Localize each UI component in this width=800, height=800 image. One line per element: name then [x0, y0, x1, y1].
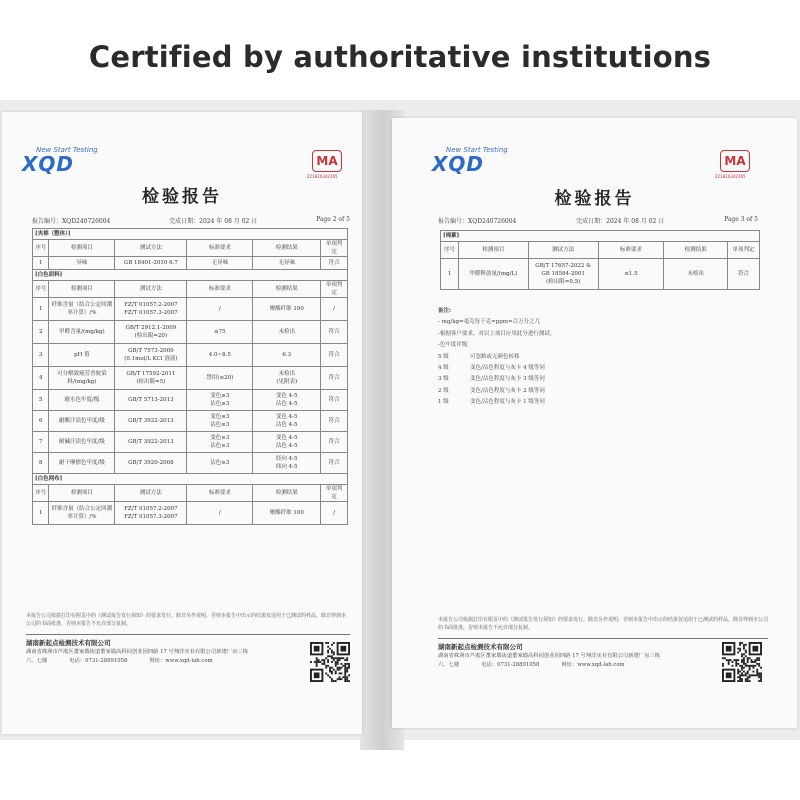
table-cell: 符合: [321, 453, 348, 474]
table-cell: 1: [441, 259, 459, 290]
table-row: [33, 257, 348, 270]
table-cell: 无异味: [187, 257, 253, 270]
phone-number: 电话：0731-28891058: [69, 658, 128, 664]
table-cell: 可分解致癌芳香胺染料/(mg/kg): [49, 367, 115, 390]
table-cell: 1: [33, 502, 49, 525]
note-line: -色牢度评级: [438, 342, 468, 349]
column-header: 测试方法: [115, 485, 187, 502]
company-address: [26, 648, 306, 666]
table-cell: 3: [33, 344, 49, 367]
column-header: 检测项目: [49, 485, 115, 502]
table-cell: /: [321, 298, 348, 321]
column-header: 标准要求: [187, 240, 253, 257]
table-header-row: [33, 240, 348, 257]
report-number: 报告编号：XQD240726004: [32, 218, 111, 225]
table-cell: 符合: [321, 367, 348, 390]
column-header: 检测结果: [253, 485, 321, 502]
table-cell: GB/T 7573-2009 (0.1mol/L KCl 溶液): [115, 344, 187, 367]
results-table: [32, 228, 348, 525]
table-row: [33, 411, 348, 432]
footer-divider: [26, 634, 350, 635]
table-cell: 耐碱汗渍色牢度/级: [49, 432, 115, 453]
results-table: [440, 230, 760, 290]
table-cell: 耐酸汗渍色牢度/级: [49, 411, 115, 432]
logo-subtitle: New Start Testing: [446, 146, 508, 154]
logo-subtitle: New Start Testing: [36, 146, 98, 154]
column-header: 序号: [33, 281, 49, 298]
column-header: 检测项目: [49, 240, 115, 257]
cma-number: 221820342365: [307, 174, 338, 179]
column-header: 标准要求: [598, 242, 664, 259]
report-meta: [32, 216, 350, 225]
xqd-logo: [22, 146, 98, 174]
column-header: 标准要求: [187, 485, 253, 502]
website-link: 网址：www.xqd-lab.com: [149, 658, 213, 664]
table-cell: 甲醛含量/(mg/kg): [49, 321, 115, 344]
table-row: [33, 298, 348, 321]
report-page-3: [392, 118, 797, 728]
table-cell: 4: [33, 367, 49, 390]
column-header: 单项判定: [321, 281, 348, 298]
contact-line: [438, 661, 718, 670]
xqd-logo: [432, 146, 508, 174]
table-cell: 变色 4-5 沾色 4-5: [253, 432, 321, 453]
report-page-2: [2, 112, 362, 734]
table-cell: 1: [33, 298, 49, 321]
table-cell: 异味: [49, 257, 115, 270]
footer-divider: [438, 638, 768, 639]
column-header: 单项判定: [321, 240, 348, 257]
table-header-row: [33, 281, 348, 298]
table-row: [33, 453, 348, 474]
column-header: 测试方法: [115, 240, 187, 257]
table-cell: 未检出 (见附表): [253, 367, 321, 390]
table-row: [33, 502, 348, 525]
table-cell: FZ/T 01057.2-2007 FZ/T 01057.3-2007: [115, 502, 187, 525]
address-line: 湖南省株洲市芦淞区董家塅街道董家塅高科园创业园四路 17 号翔洋实业有限公司新建厂房三栋: [26, 649, 248, 655]
table-header-row: [33, 485, 348, 502]
table-cell: /: [321, 502, 348, 525]
page-number: Page 2 of 5: [316, 216, 350, 223]
grade-level: 1 级: [438, 399, 449, 406]
grade-line: [438, 397, 738, 408]
table-cell: 未检出: [664, 259, 728, 290]
grade-description: 变色/沾色程度与灰卡 3 级等同: [470, 376, 545, 383]
table-cell: /: [187, 298, 253, 321]
grade-description: 可忽略或无颜色转移: [470, 353, 520, 360]
table-cell: pH 值: [49, 344, 115, 367]
column-header: 序号: [33, 485, 49, 502]
grade-level: 4 级: [438, 365, 449, 372]
column-header: 检测项目: [458, 242, 528, 259]
table-cell: 符合: [321, 257, 348, 270]
address-line: 湖南省株洲市芦淞区董家塅街道董家塅高科园创业园四路 17 号翔洋实业有限公司新建厂房三栋: [438, 653, 660, 659]
logo-mark: XQD: [22, 152, 75, 176]
table-cell: /: [187, 502, 253, 525]
table-cell: 变色 4-5 沾色 4-5: [253, 411, 321, 432]
table-cell: 纤维含量（结合公定回潮率计算）/%: [49, 502, 115, 525]
table-cell: 符合: [321, 432, 348, 453]
cma-badge: MA: [720, 150, 750, 172]
page-number: Page 3 of 5: [724, 216, 758, 223]
column-header: 序号: [441, 242, 459, 259]
table-cell: FZ/T 01057.2-2007 FZ/T 01057.3-2007: [115, 298, 187, 321]
table-cell: 变色≥3 沾色≥3: [187, 390, 253, 411]
report-date: 完成日期：2024 年 08 月 02 日: [576, 218, 665, 225]
report-date: 完成日期：2024 年 08 月 02 日: [169, 218, 258, 225]
table-cell: 1: [33, 257, 49, 270]
company-name: 湖南新起点检测技术有限公司: [26, 639, 111, 647]
qr-code-icon: [722, 642, 762, 682]
report-meta: [438, 216, 758, 225]
table-cell: 变色≥3 沾色≥3: [187, 411, 253, 432]
table-cell: 聚酯纤维 100: [253, 298, 321, 321]
table-cell: GB/T 3920-2008: [115, 453, 187, 474]
grade-line: [438, 363, 738, 374]
table-cell: GB/T 3922-2013: [115, 432, 187, 453]
column-header: 单项判定: [321, 485, 348, 502]
grade-description: 变色/沾色程度与灰卡 4 级等同: [470, 365, 545, 372]
column-header: 单项判定: [728, 242, 760, 259]
table-cell: GB/T 3922-2013: [115, 411, 187, 432]
section-heading: [白色面料]: [33, 270, 348, 281]
table-row: [33, 390, 348, 411]
report-title: 检验报告: [142, 187, 222, 207]
cma-badge: MA: [312, 150, 342, 172]
table-cell: 4.0~8.5: [187, 344, 253, 367]
cma-number: 221820342365: [715, 174, 746, 179]
table-cell: 经向 4-5 纬向 4-5: [253, 453, 321, 474]
table-cell: GB/T 17592-2011 (检出限=5): [115, 367, 187, 390]
table-cell: 6: [33, 411, 49, 432]
column-header: 序号: [33, 240, 49, 257]
note-line: -根据客户要求，对以上项目应用此分进行测试。: [438, 330, 556, 337]
table-cell: 甲醛释放量/(mg/L): [458, 259, 528, 290]
table-cell: GB/T 17657-2022 & GB 18584-2001 (检出限=0.5): [528, 259, 598, 290]
column-header: 测试方法: [528, 242, 598, 259]
table-cell: 无异味: [253, 257, 321, 270]
table-cell: 变色 4-5 沾色 4-5: [253, 390, 321, 411]
grade-line: [438, 386, 738, 397]
column-header: 检测结果: [253, 281, 321, 298]
page-headline: Certified by authoritative institutions: [88, 40, 712, 74]
website-link: 网址：www.xqd-lab.com: [561, 662, 625, 668]
grade-line: [438, 352, 738, 363]
address-floor: 六、七楼: [26, 658, 48, 664]
table-cell: 5: [33, 390, 49, 411]
table-row: [33, 432, 348, 453]
table-cell: ≤1.5: [598, 259, 664, 290]
table-cell: 沾色≥3: [187, 453, 253, 474]
phone-number: 电话：0731-28891058: [481, 662, 540, 668]
table-row: [33, 344, 348, 367]
report-footnote: 本报告公司依据打印在附页中的《测试报告发行须知》的要求发行。除非另作说明，否则本报告中出示的结果仅适用于已测试的样品，除非得到本公司的书面批准，否则本报告不允许部分复制。: [26, 613, 347, 627]
contact-line: [26, 657, 306, 666]
section-heading: [夹棉（整体）]: [33, 229, 348, 240]
grade-description: 变色/沾色程度与灰卡 2 级等同: [470, 387, 545, 394]
company-address: [438, 652, 718, 670]
section-heading: [棉絮]: [441, 231, 760, 242]
table-cell: 未检出: [253, 321, 321, 344]
report-footnote: 本报告公司依据打印在附页中的《测试报告发行须知》的要求发行。除非另作说明，否则本报告中出示的结果仅适用于已测试的样品，除非得到本公司的书面批准，否则本报告不允许部分复制。: [438, 617, 769, 631]
report-title: 检验报告: [554, 189, 635, 209]
grade-line: [438, 374, 738, 385]
table-cell: 7: [33, 432, 49, 453]
table-row: [33, 321, 348, 344]
table-cell: 禁用(≤20): [187, 367, 253, 390]
column-header: 检测项目: [49, 281, 115, 298]
column-header: 检测结果: [664, 242, 728, 259]
section-heading: [白色网布]: [33, 474, 348, 485]
table-cell: GB/T 2912.1-2009 (检出限=20): [115, 321, 187, 344]
table-cell: 符合: [321, 344, 348, 367]
column-header: 测试方法: [115, 281, 187, 298]
table-header-row: [441, 242, 760, 259]
company-name: 湖南新起点检测技术有限公司: [438, 643, 523, 651]
table-cell: 符合: [728, 259, 760, 290]
table-cell: 纤维含量（结合公定回潮率计算）/%: [49, 298, 115, 321]
table-cell: 耐干摩擦色牢度/级: [49, 453, 115, 474]
table-cell: 符合: [321, 321, 348, 344]
table-cell: 耐水色牢度/级: [49, 390, 115, 411]
grade-description: 变色/沾色程度与灰卡 1 级等同: [470, 399, 545, 406]
qr-code-icon: [310, 642, 350, 682]
column-header: 标准要求: [187, 281, 253, 298]
table-cell: GB/T 5713-2013: [115, 390, 187, 411]
table-cell: 6.3: [253, 344, 321, 367]
table-cell: 聚酯纤维 100: [253, 502, 321, 525]
address-floor: 六、七楼: [438, 662, 460, 668]
table-cell: 符合: [321, 390, 348, 411]
table-row: [441, 259, 760, 290]
report-number: 报告编号：XQD240726004: [438, 218, 517, 225]
table-cell: 8: [33, 453, 49, 474]
grade-level: 3 级: [438, 376, 449, 383]
logo-mark: XQD: [432, 152, 485, 176]
table-row: [33, 367, 348, 390]
grade-level: 2 级: [438, 387, 449, 394]
note-line: - mg/kg=毫克每千克=ppm=百万分之几: [438, 319, 541, 326]
table-cell: 符合: [321, 411, 348, 432]
table-cell: 2: [33, 321, 49, 344]
report-notes: [438, 306, 738, 409]
column-header: 检测结果: [253, 240, 321, 257]
table-cell: GB 18401-2010 6.7: [115, 257, 187, 270]
table-cell: ≤75: [187, 321, 253, 344]
grade-level: 5 级: [438, 353, 449, 360]
table-cell: 变色≥3 沾色≥3: [187, 432, 253, 453]
notes-title: 备注:: [438, 308, 452, 314]
